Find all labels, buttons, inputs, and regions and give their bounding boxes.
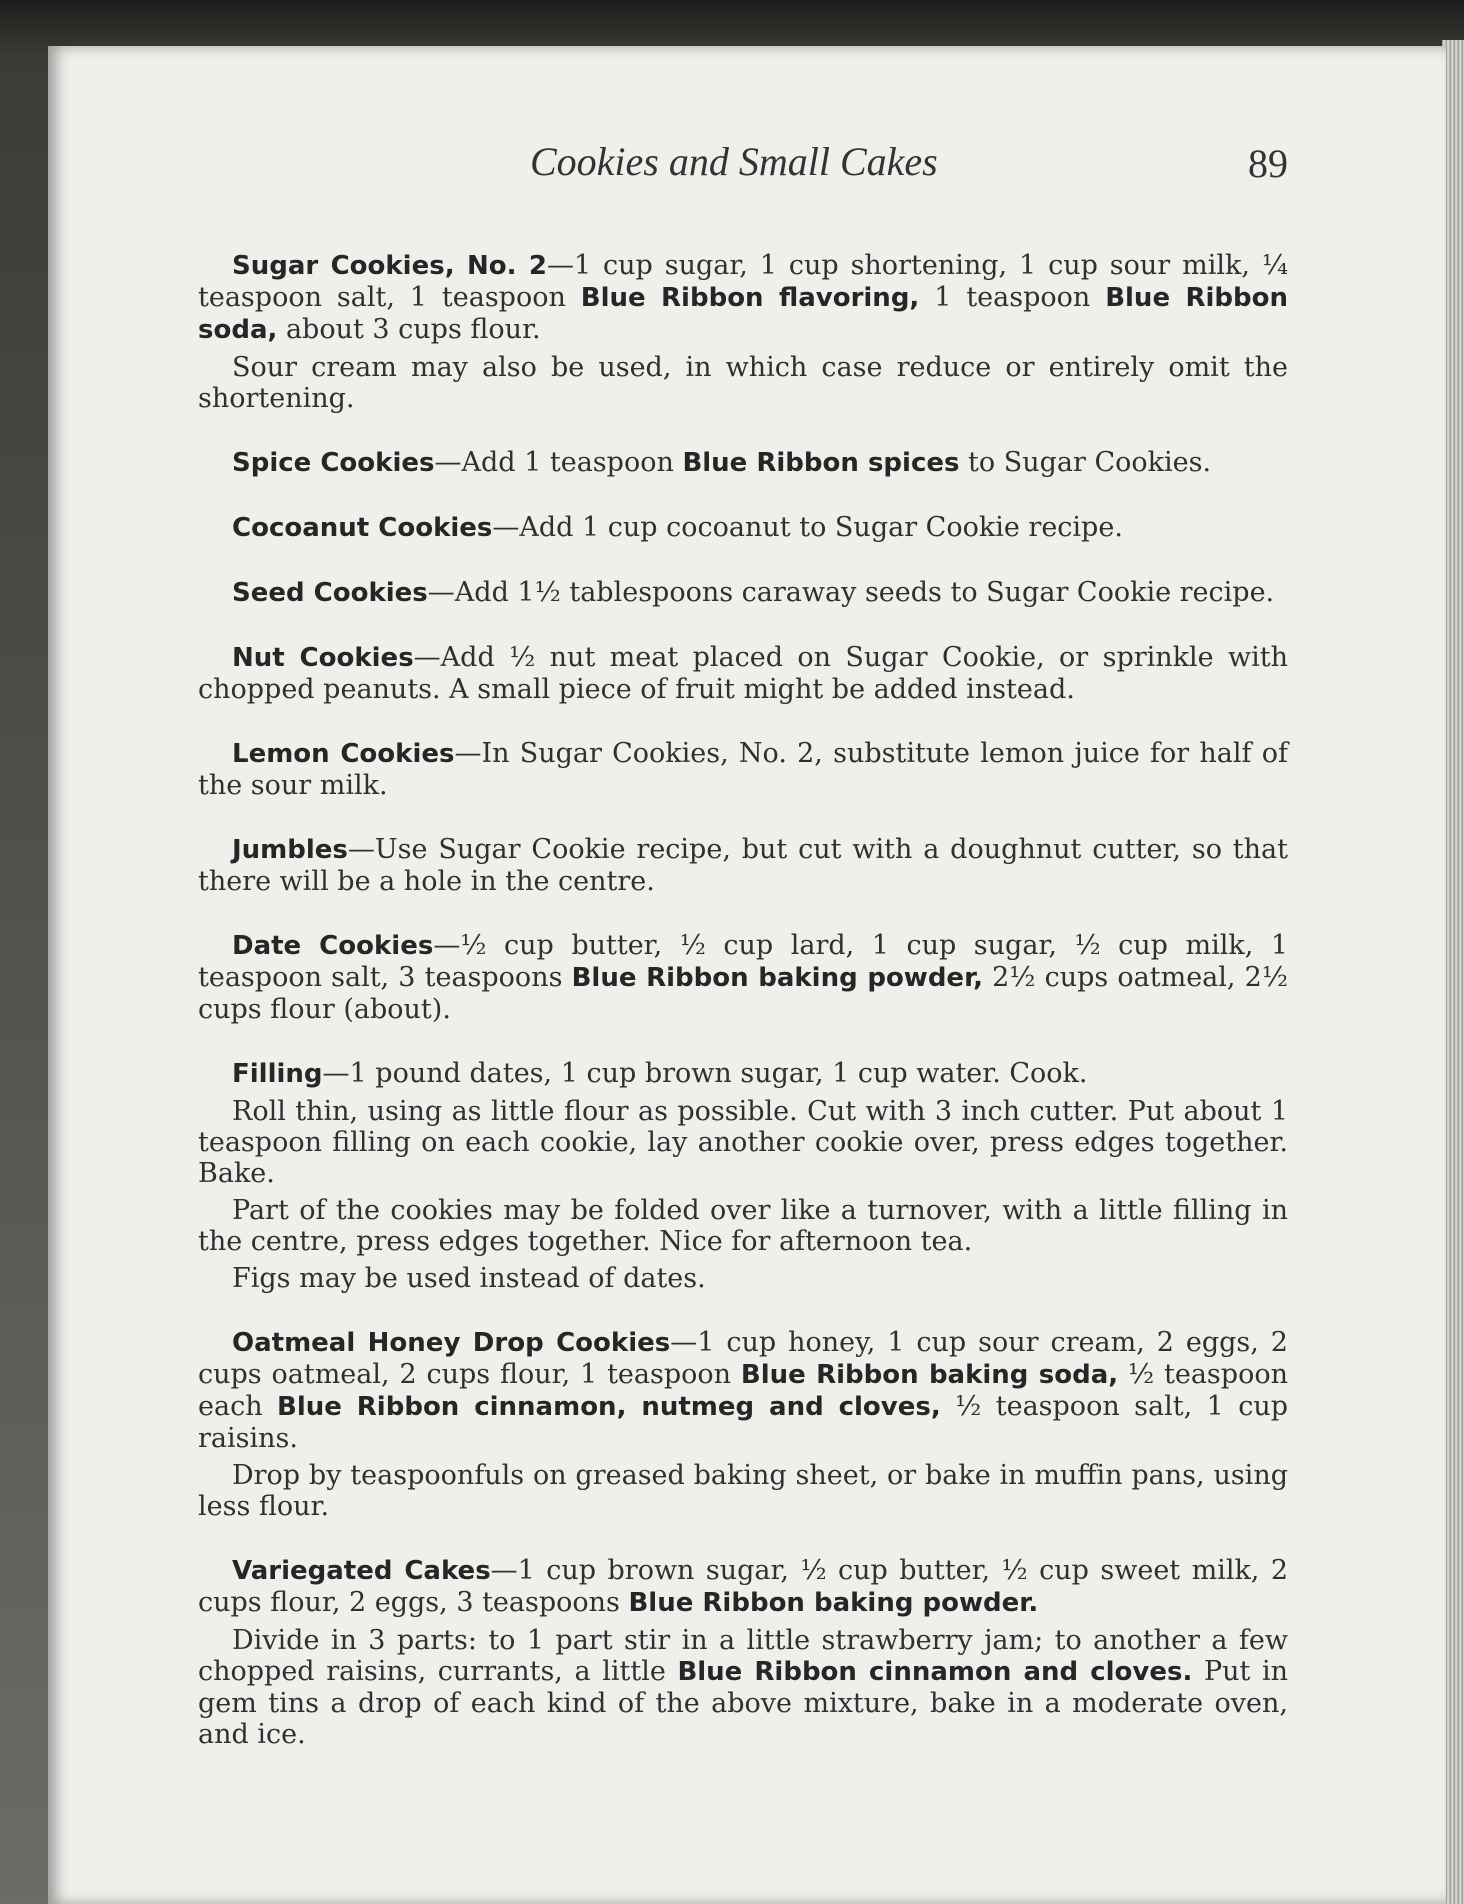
recipe-paragraph	[198, 642, 1288, 705]
body-text: —Add 1½ tablespoons caraway seeds to Sugar Cookie recipe.	[427, 577, 1275, 608]
bold-text: Blue Ribbon cinnamon and cloves.	[677, 1657, 1193, 1687]
recipe-entry	[198, 1555, 1288, 1750]
recipe-text	[198, 250, 1288, 1783]
recipe-entry	[198, 930, 1288, 1025]
body-text: —In Sugar Cookies, No. 2, substitute lemon juice for half of the sour milk.	[198, 738, 1288, 801]
page-number: 89	[1248, 141, 1288, 186]
recipe-note	[198, 352, 1288, 414]
bold-text: Variegated Cakes	[232, 1556, 491, 1586]
recipe-note	[198, 1460, 1288, 1522]
body-text: Put in gem tins a drop of each kind of the above mixture, bake in a moderate oven, and ice.	[198, 1656, 1288, 1750]
body-text: Part of the cookies may be folded over like a turnover, with a little filling in the centre, press edges together. Nice for afternoon tea.	[198, 1195, 1288, 1257]
recipe-entry	[198, 738, 1288, 801]
recipe-paragraph	[198, 1555, 1288, 1619]
recipe-paragraph	[198, 1058, 1288, 1090]
body-text: Drop by teaspoonfuls on greased baking sheet, or bake in muffin pans, using less flour.	[198, 1460, 1288, 1522]
recipe-entry	[198, 577, 1288, 609]
bold-text: Date Cookies	[232, 931, 434, 961]
book-page	[48, 46, 1446, 1904]
body-text: Divide in 3 parts: to 1 part stir in a little strawberry jam; to another a few chopped raisins, currants, a little	[198, 1625, 1288, 1687]
body-text: —1 pound dates, 1 cup brown sugar, 1 cup water. Cook.	[322, 1058, 1088, 1089]
recipe-note	[198, 1625, 1288, 1750]
body-text: Roll thin, using as little flour as possible. Cut with 3 inch cutter. Put about 1 teaspoon filling on each cookie, lay another cookie over, press edges together. Bake.	[198, 1096, 1288, 1189]
recipe-paragraph	[198, 512, 1288, 544]
bold-text: Blue Ribbon baking powder.	[628, 1588, 1039, 1618]
body-text: ½ teaspoon each	[198, 1359, 1288, 1422]
bold-text: Spice Cookies	[232, 448, 435, 478]
running-title: Cookies and Small Cakes	[530, 139, 938, 184]
body-text: to Sugar Cookies.	[959, 447, 1212, 478]
recipe-entry	[198, 1058, 1288, 1294]
recipe-paragraph	[198, 250, 1288, 346]
recipe-note	[198, 1195, 1288, 1257]
bold-text: Sugar Cookies, No. 2	[232, 251, 547, 281]
body-text: —1 cup sugar, 1 cup shortening, 1 cup sour milk, ¼ teaspoon salt, 1 teaspoon	[198, 250, 1288, 313]
bold-text: Blue Ribbon cinnamon, nutmeg and cloves,	[277, 1392, 941, 1422]
page-header	[48, 138, 1446, 198]
bold-text: Oatmeal Honey Drop Cookies	[232, 1328, 671, 1358]
body-text: —Add 1 teaspoon	[434, 447, 683, 478]
bold-text: Blue Ribbon spices	[682, 448, 960, 478]
recipe-paragraph	[198, 447, 1288, 479]
recipe-paragraph	[198, 834, 1288, 897]
body-text: —½ cup butter, ½ cup lard, 1 cup sugar, ½ cup milk, 1 teaspoon salt, 3 teaspoons	[198, 930, 1288, 993]
body-text: —Use Sugar Cookie recipe, but cut with a doughnut cutter, so that there will be a hole in the centre.	[198, 834, 1288, 897]
body-text: about 3 cups flour.	[277, 314, 541, 345]
bold-text: Blue Ribbon soda,	[198, 283, 1288, 345]
body-text: Sour cream may also be used, in which case reduce or entirely omit the shortening.	[198, 352, 1288, 414]
recipe-entry	[198, 642, 1288, 705]
recipe-note	[198, 1096, 1288, 1189]
bold-text: Filling	[232, 1059, 323, 1089]
body-text: —1 cup brown sugar, ½ cup butter, ½ cup sweet milk, 2 cups flour, 2 eggs, 3 teaspoons	[198, 1555, 1288, 1618]
body-text: Figs may be used instead of dates.	[232, 1263, 706, 1294]
body-text: —Add ½ nut meat placed on Sugar Cookie, or sprinkle with chopped peanuts. A small piece of fruit might be added instead.	[198, 642, 1288, 705]
body-text: —Add 1 cup cocoanut to Sugar Cookie recipe.	[492, 512, 1123, 543]
recipe-entry	[198, 447, 1288, 479]
recipe-paragraph	[198, 1327, 1288, 1454]
bold-text: Blue Ribbon baking soda,	[740, 1360, 1119, 1390]
bold-text: Blue Ribbon baking powder,	[571, 963, 983, 993]
recipe-paragraph	[198, 738, 1288, 801]
bold-text: Blue Ribbon flavoring,	[580, 283, 920, 313]
recipe-paragraph	[198, 930, 1288, 1025]
recipe-entry	[198, 834, 1288, 897]
bold-text: Lemon Cookies	[232, 739, 455, 769]
bold-text: Jumbles	[232, 835, 348, 865]
recipe-paragraph	[198, 577, 1288, 609]
recipe-note	[198, 1263, 1288, 1294]
body-text: 2½ cups oatmeal, 2½ cups flour (about).	[198, 962, 1288, 1025]
bold-text: Seed Cookies	[232, 578, 428, 608]
body-text: —1 cup honey, 1 cup sour cream, 2 eggs, 2 cups oatmeal, 2 cups flour, 1 teaspoon	[198, 1327, 1288, 1390]
bold-text: Nut Cookies	[232, 643, 414, 673]
recipe-entry	[198, 512, 1288, 544]
recipe-entry	[198, 250, 1288, 414]
bold-text: Cocoanut Cookies	[232, 513, 493, 543]
body-text: ½ teaspoon salt, 1 cup raisins.	[198, 1391, 1288, 1454]
body-text: 1 teaspoon	[919, 282, 1106, 313]
recipe-entry	[198, 1327, 1288, 1522]
